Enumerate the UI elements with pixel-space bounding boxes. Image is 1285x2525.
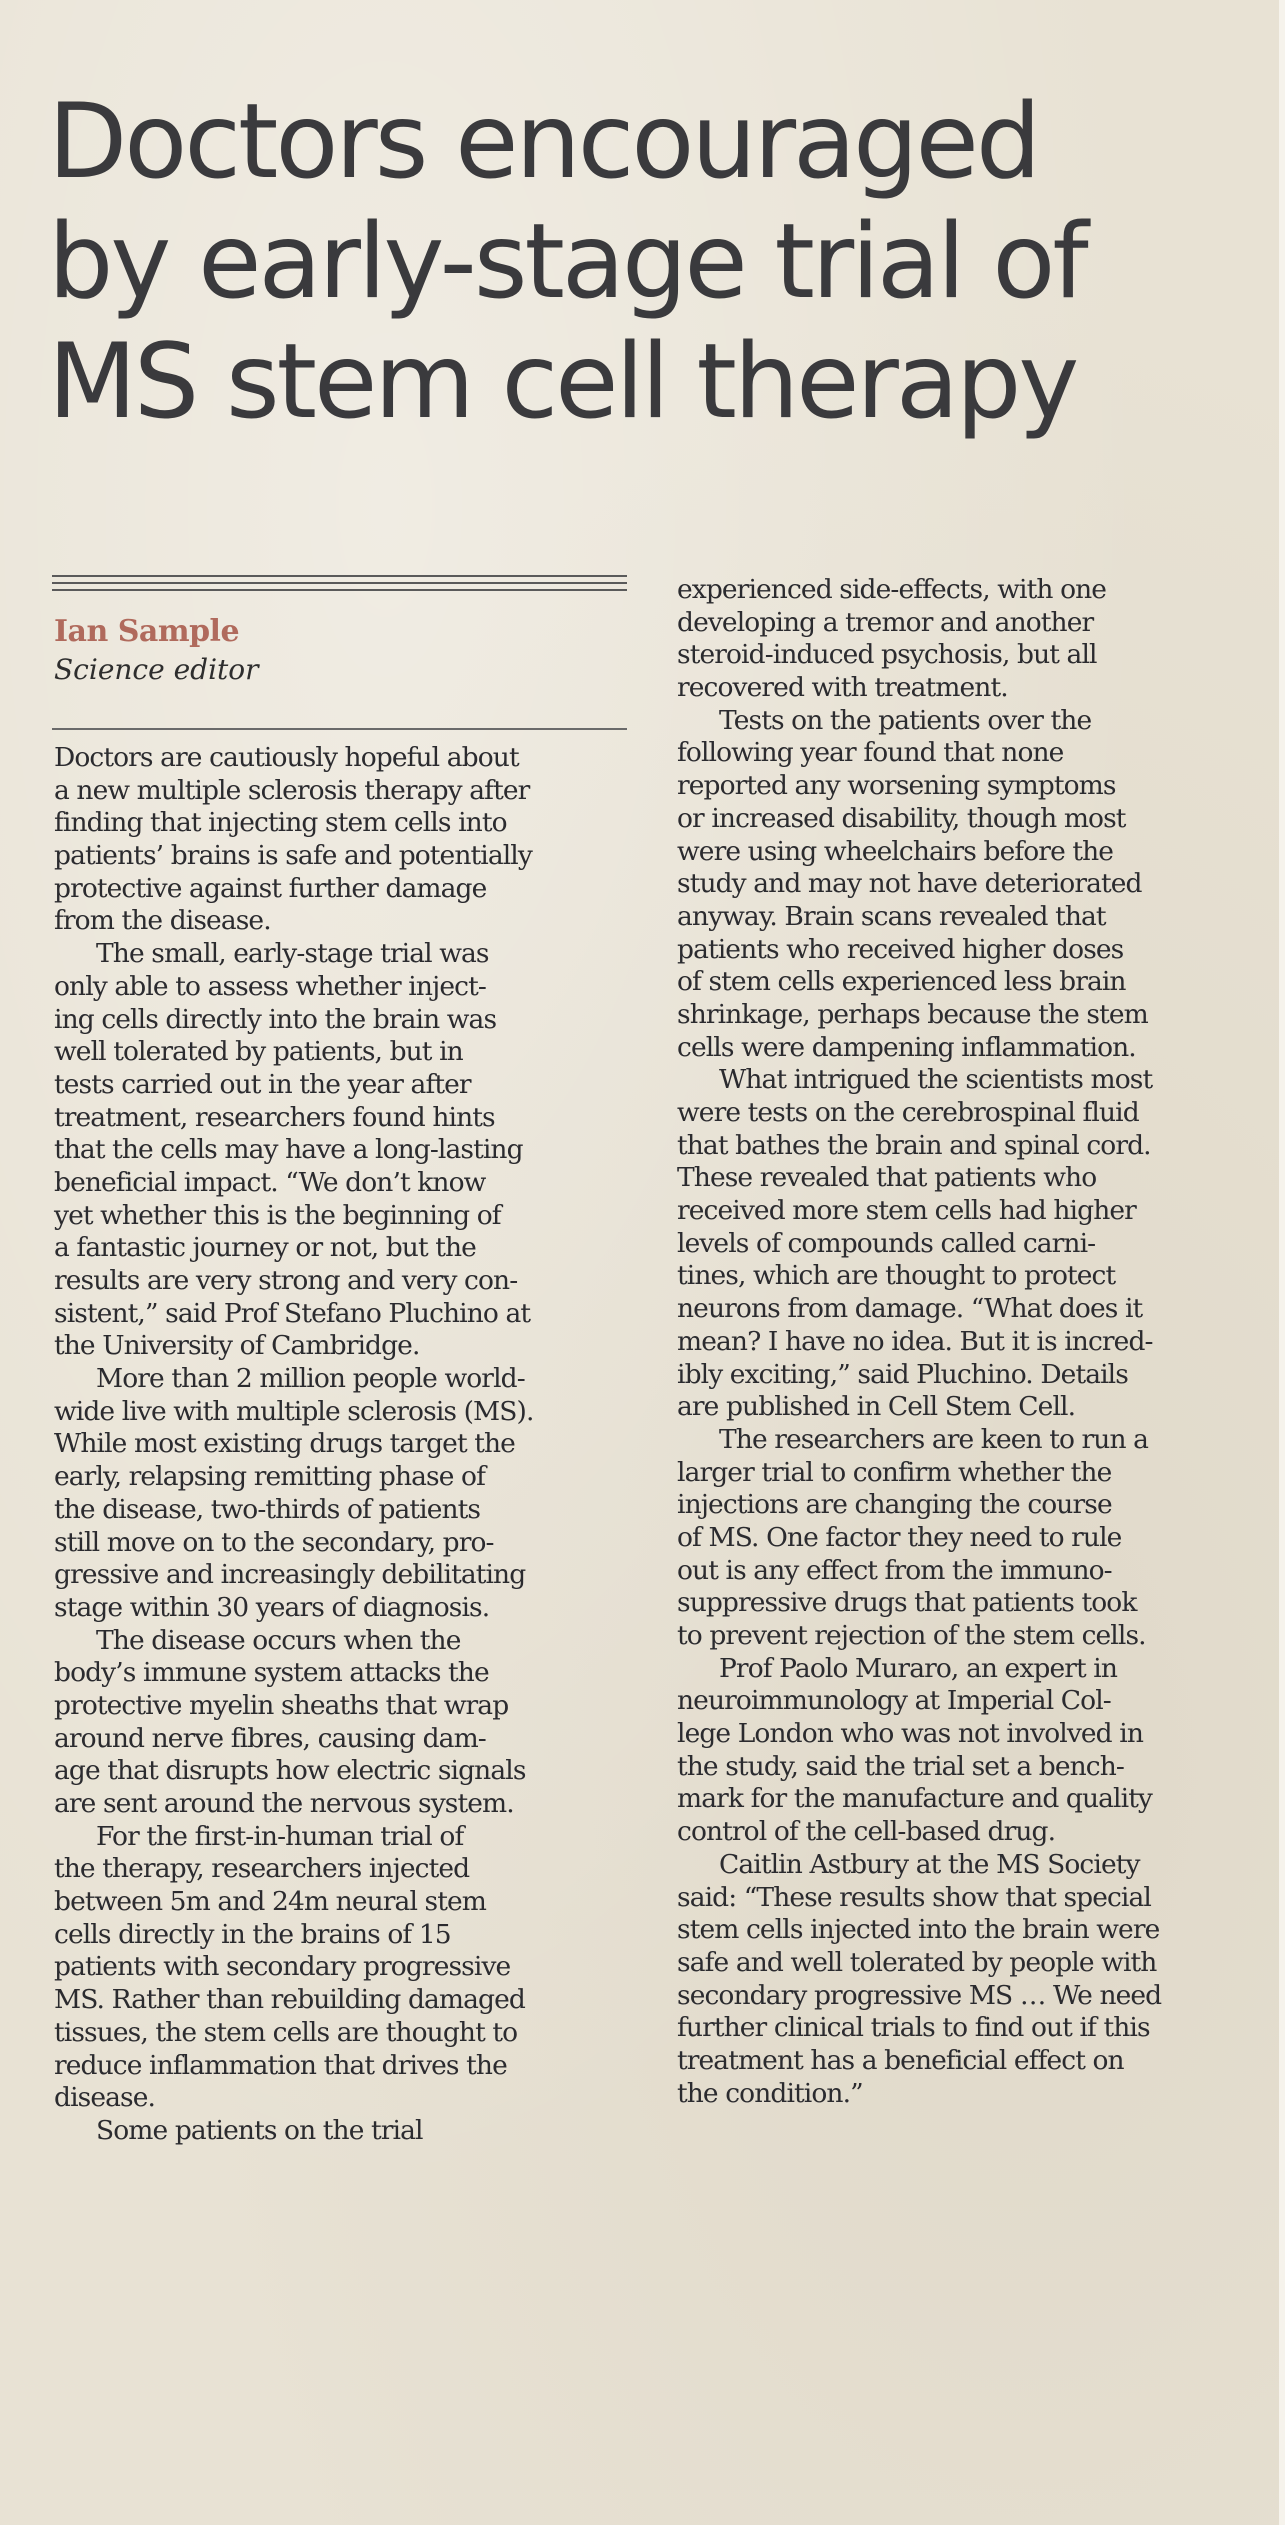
article-text-line: of MS. One factor they need to rule (677, 1521, 1122, 1553)
article-text-line: were using wheelchairs before the (677, 835, 1114, 867)
article-text-line: body’s immune system attacks the (54, 1657, 489, 1689)
article-text-line: disease. (54, 2082, 156, 2114)
article-text-line: stage within 30 years of diagnosis. (54, 1591, 490, 1623)
article-text-line: neuroimmunology at Imperial Col- (677, 1685, 1111, 1717)
article-text-line: the study, said the trial set a bench- (677, 1750, 1124, 1782)
article-text-line: still move on to the secondary, pro- (54, 1526, 494, 1558)
article-text-line: tests carried out in the year after (54, 1068, 471, 1100)
article-text-line: Prof Paolo Muraro, an expert in (719, 1652, 1118, 1684)
article-text-line: patients who received higher doses (677, 933, 1124, 965)
article-text-line: injections are changing the course (677, 1489, 1112, 1521)
article-text-line: ing cells directly into the brain was (54, 1003, 497, 1035)
article-text-line: age that disrupts how electric signals (54, 1755, 526, 1787)
article-text-line: from the disease. (54, 905, 271, 937)
article-text-line: suppressive drugs that patients took (677, 1587, 1137, 1619)
article-text-line: tissues, the stem cells are thought to (54, 2016, 518, 2048)
article-text-line: well tolerated by patients, but in (54, 1036, 463, 1068)
article-text-line: mark for the manufacture and quality (677, 1783, 1153, 1815)
article-text-line: cells were dampening inflammation. (677, 1031, 1136, 1063)
article-text-line: MS. Rather than rebuilding damaged (54, 1984, 525, 2016)
article-text-line: around nerve fibres, causing dam- (54, 1722, 486, 1754)
author-name: Ian Sample (54, 614, 240, 649)
article-text-line: developing a tremor and another (677, 606, 1094, 638)
article-text-line: reported any worsening symptoms (677, 770, 1116, 802)
article-text-line: gressive and increasingly debilitating (54, 1559, 526, 1591)
article-text-line: The small, early-stage trial was (96, 938, 489, 970)
article-text-line: study and may not have deteriorated (677, 868, 1142, 900)
article-text-line: to prevent rejection of the stem cells. (677, 1620, 1146, 1651)
article-text-line: control of the cell-based drug. (677, 1816, 1056, 1848)
article-text-line: Some patients on the trial (96, 2114, 423, 2146)
article-column-right (677, 574, 1262, 2110)
article-text-line: anyway. Brain scans revealed that (677, 900, 1106, 932)
article-text-line: cells directly in the brains of 15 (54, 1918, 451, 1950)
article-text-line: For the first-in-human trial of (96, 1820, 464, 1852)
article-text-line: treatment has a beneficial effect on (677, 2044, 1124, 2076)
article-text-line: received more stem cells had higher (677, 1195, 1136, 1227)
article-text-line: yet whether this is the beginning of (54, 1199, 501, 1231)
article-text-line: only able to assess whether inject- (54, 970, 486, 1002)
article-text-line: reduce inflammation that drives the (54, 2049, 507, 2081)
article-text-line: are sent around the nervous system. (54, 1788, 514, 1819)
byline-divider (52, 728, 627, 730)
article-text-line: The disease occurs when the (96, 1624, 461, 1656)
article-text-line: mean? I have no idea. But it is incred- (677, 1325, 1153, 1357)
article-text-line: These revealed that patients who (677, 1162, 1097, 1194)
article-text-line: larger trial to confirm whether the (677, 1456, 1112, 1488)
article-text-line: neurons from damage. “What does it (677, 1293, 1143, 1325)
headline-line: Doctors encouraged (48, 82, 1039, 202)
article-text-line: beneficial impact. “We don’t know (54, 1166, 486, 1198)
article-text-line: the therapy, researchers injected (54, 1853, 470, 1885)
article-text-line: or increased disability, though most (677, 802, 1126, 834)
article-text-line: The researchers are keen to run a (719, 1423, 1149, 1455)
article-text-line: patients with secondary progressive (54, 1951, 511, 1983)
article-text-line: finding that injecting stem cells into (54, 807, 507, 839)
article-text-line: Caitlin Astbury at the MS Society (719, 1848, 1140, 1880)
headline-line: by early-stage trial of (48, 202, 1086, 322)
article-text-line: wide live with multiple sclerosis (MS). (54, 1395, 534, 1427)
article-text-line: are published in Cell Stem Cell. (677, 1391, 1076, 1423)
article-text-line: protective against further damage (54, 872, 487, 904)
article-text-line: lege London who was not involved in (677, 1718, 1144, 1750)
article-text-line: that the cells may have a long-lasting (54, 1134, 523, 1166)
article-text-line: following year found that none (677, 737, 1064, 769)
byline (54, 613, 614, 689)
article-text-line: While most existing drugs target the (54, 1428, 515, 1460)
article-text-line: steroid-induced psychosis, but all (677, 639, 1097, 671)
article-text-line: a new multiple sclerosis therapy after (54, 774, 530, 806)
article-text-line: protective myelin sheaths that wrap (54, 1689, 509, 1721)
byline-rules (52, 575, 627, 595)
article-text-line: stem cells injected into the brain were (677, 1914, 1160, 1946)
rule-line (52, 589, 627, 591)
article-text-line: sistent,” said Prof Stefano Pluchino at (54, 1297, 531, 1329)
article-text-line: shrinkage, perhaps because the stem (677, 998, 1148, 1030)
article-text-line: tines, which are thought to protect (677, 1260, 1116, 1292)
article-text-line: Doctors are cautiously hopeful about (54, 742, 519, 773)
article-text-line: further clinical trials to find out if this (677, 2012, 1150, 2044)
article-column-left (54, 742, 639, 2148)
author-role: Science editor (54, 653, 259, 686)
article-text-line: safe and well tolerated by people with (677, 1946, 1157, 1978)
article-text-line: the disease, two-thirds of patients (54, 1493, 481, 1525)
headline-line: MS stem cell therapy (48, 322, 1077, 442)
article-text-line: said: “These results show that special (677, 1881, 1151, 1913)
article-text-line: a fantastic journey or not, but the (54, 1232, 476, 1264)
clipping-edge (1279, 0, 1285, 2525)
rule-line (52, 582, 627, 584)
article-text-line: More than 2 million people world- (96, 1363, 525, 1395)
article-text-line: recovered with treatment. (677, 672, 1008, 704)
article-text-line: results are very strong and very con- (54, 1265, 518, 1296)
article-text-line: were tests on the cerebrospinal fluid (677, 1097, 1139, 1128)
rule-line (52, 575, 627, 577)
article-text-line: treatment, researchers found hints (54, 1101, 495, 1133)
article-text-line: of stem cells experienced less brain (677, 966, 1126, 998)
headline (48, 82, 1248, 442)
article-text-line: What intrigued the scientists most (719, 1064, 1153, 1096)
article-text-line: the University of Cambridge. (54, 1330, 420, 1362)
article-text-line: patients’ brains is safe and potentially (54, 840, 532, 872)
article-text-line: levels of compounds called carni- (677, 1227, 1096, 1259)
article-text-line: Tests on the patients over the (719, 704, 1092, 736)
article-text-line: ibly exciting,” said Pluchino. Details (677, 1358, 1128, 1390)
article-text-line: that bathes the brain and spinal cord. (677, 1129, 1151, 1161)
article-text-line: the condition.” (677, 2077, 863, 2109)
article-text-line: secondary progressive MS … We need (677, 1979, 1162, 2011)
article-text-line: experienced side-effects, with one (677, 574, 1107, 605)
article-text-line: between 5m and 24m neural stem (54, 1886, 487, 1918)
article-text-line: out is any effect from the immuno- (677, 1554, 1112, 1586)
article-text-line: early, relapsing remitting phase of (54, 1461, 486, 1493)
